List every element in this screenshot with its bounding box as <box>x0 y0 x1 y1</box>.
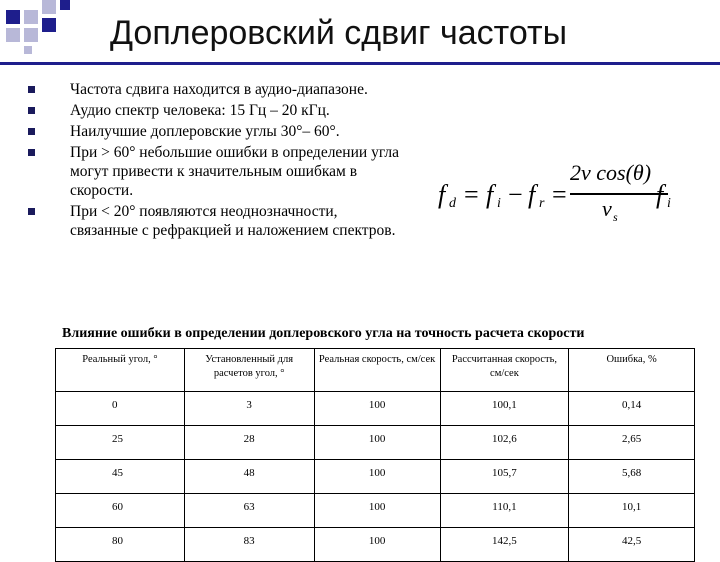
bullet-item <box>28 80 408 99</box>
formula-fi-sub: i <box>497 196 501 211</box>
table-cell: 25 <box>56 426 185 460</box>
title-divider <box>0 62 720 65</box>
bullet-text: Аудио спектр человека: 15 Гц – 20 кГц. <box>70 102 330 119</box>
table-row <box>56 460 695 494</box>
table-cell: 142,5 <box>440 528 569 562</box>
table-cell: 63 <box>184 494 314 528</box>
fraction-bar <box>570 193 668 195</box>
slide-title: Доплеровский сдвиг частоты <box>110 14 568 52</box>
bullet-square-icon <box>28 86 35 93</box>
table-cell: 80 <box>56 528 185 562</box>
table-cell: 2,65 <box>569 426 695 460</box>
bullet-item <box>28 101 408 120</box>
formula-factor-sub: i <box>667 196 671 211</box>
table-cell: 105,7 <box>440 460 569 494</box>
table-cell: 100 <box>314 528 440 562</box>
corner-decoration <box>0 0 90 54</box>
formula-denominator: v <box>602 196 612 221</box>
bullet-text: Наилучшие доплеровские углы 30°– 60°. <box>70 123 340 140</box>
table-cell: 100,1 <box>440 392 569 426</box>
column-header: Ошибка, % <box>569 349 695 392</box>
bullet-item <box>28 202 408 240</box>
table-cell: 42,5 <box>569 528 695 562</box>
table-cell: 100 <box>314 460 440 494</box>
formula-fd-sub: d <box>449 196 456 211</box>
table-cell: 28 <box>184 426 314 460</box>
table-header-row <box>56 349 695 392</box>
table-cell: 100 <box>314 392 440 426</box>
table-row <box>56 392 695 426</box>
angle-error-table <box>55 348 695 562</box>
formula-denominator-sub: s <box>613 210 618 224</box>
table-cell: 0 <box>56 392 185 426</box>
column-header: Реальный угол, ° <box>56 349 185 392</box>
formula-fi: f <box>486 180 494 209</box>
table-cell: 5,68 <box>569 460 695 494</box>
bullet-list <box>28 80 408 242</box>
formula-numerator: 2v cos(θ) <box>570 160 652 185</box>
table-cell: 45 <box>56 460 185 494</box>
column-header: Установленный для расчетов угол, ° <box>184 349 314 392</box>
bullet-square-icon <box>28 208 35 215</box>
column-header: Реальная скорость, см/сек <box>314 349 440 392</box>
table-row <box>56 528 695 562</box>
bullet-square-icon <box>28 128 35 135</box>
bullet-text: Частота сдвига находится в аудио-диапазоне. <box>70 81 368 98</box>
bullet-square-icon <box>28 107 35 114</box>
formula-fr-sub: r <box>539 196 545 211</box>
table-cell: 102,6 <box>440 426 569 460</box>
bullet-item <box>28 143 408 200</box>
bullet-text: При < 20° появляются неоднозначности, связанные с рефракцией и наложением спектров. <box>70 203 396 239</box>
bullet-square-icon <box>28 149 35 156</box>
table-cell: 3 <box>184 392 314 426</box>
table-cell: 100 <box>314 426 440 460</box>
table-cell: 48 <box>184 460 314 494</box>
table-cell: 100 <box>314 494 440 528</box>
bullet-item <box>28 122 408 141</box>
formula-fr: f <box>528 180 536 209</box>
table-cell: 110,1 <box>440 494 569 528</box>
table-cell: 83 <box>184 528 314 562</box>
doppler-formula <box>438 160 688 230</box>
table-caption: Влияние ошибки в определении доплеровского угла на точность расчета скорости <box>62 326 585 341</box>
table-row <box>56 426 695 460</box>
bullet-text: При > 60° небольшие ошибки в определении угла могут привести к значительным ошибкам в скорости. <box>70 144 400 199</box>
table-row <box>56 494 695 528</box>
formula-factor: f <box>656 180 664 209</box>
formula-fd: f <box>438 180 446 209</box>
table-cell: 0,14 <box>569 392 695 426</box>
table-cell: 60 <box>56 494 185 528</box>
formula-equals-2: = <box>552 180 567 209</box>
formula-minus: − <box>508 180 523 209</box>
formula-equals-1: = <box>464 180 479 209</box>
column-header: Рассчитанная скорость, см/сек <box>440 349 569 392</box>
table-cell: 10,1 <box>569 494 695 528</box>
